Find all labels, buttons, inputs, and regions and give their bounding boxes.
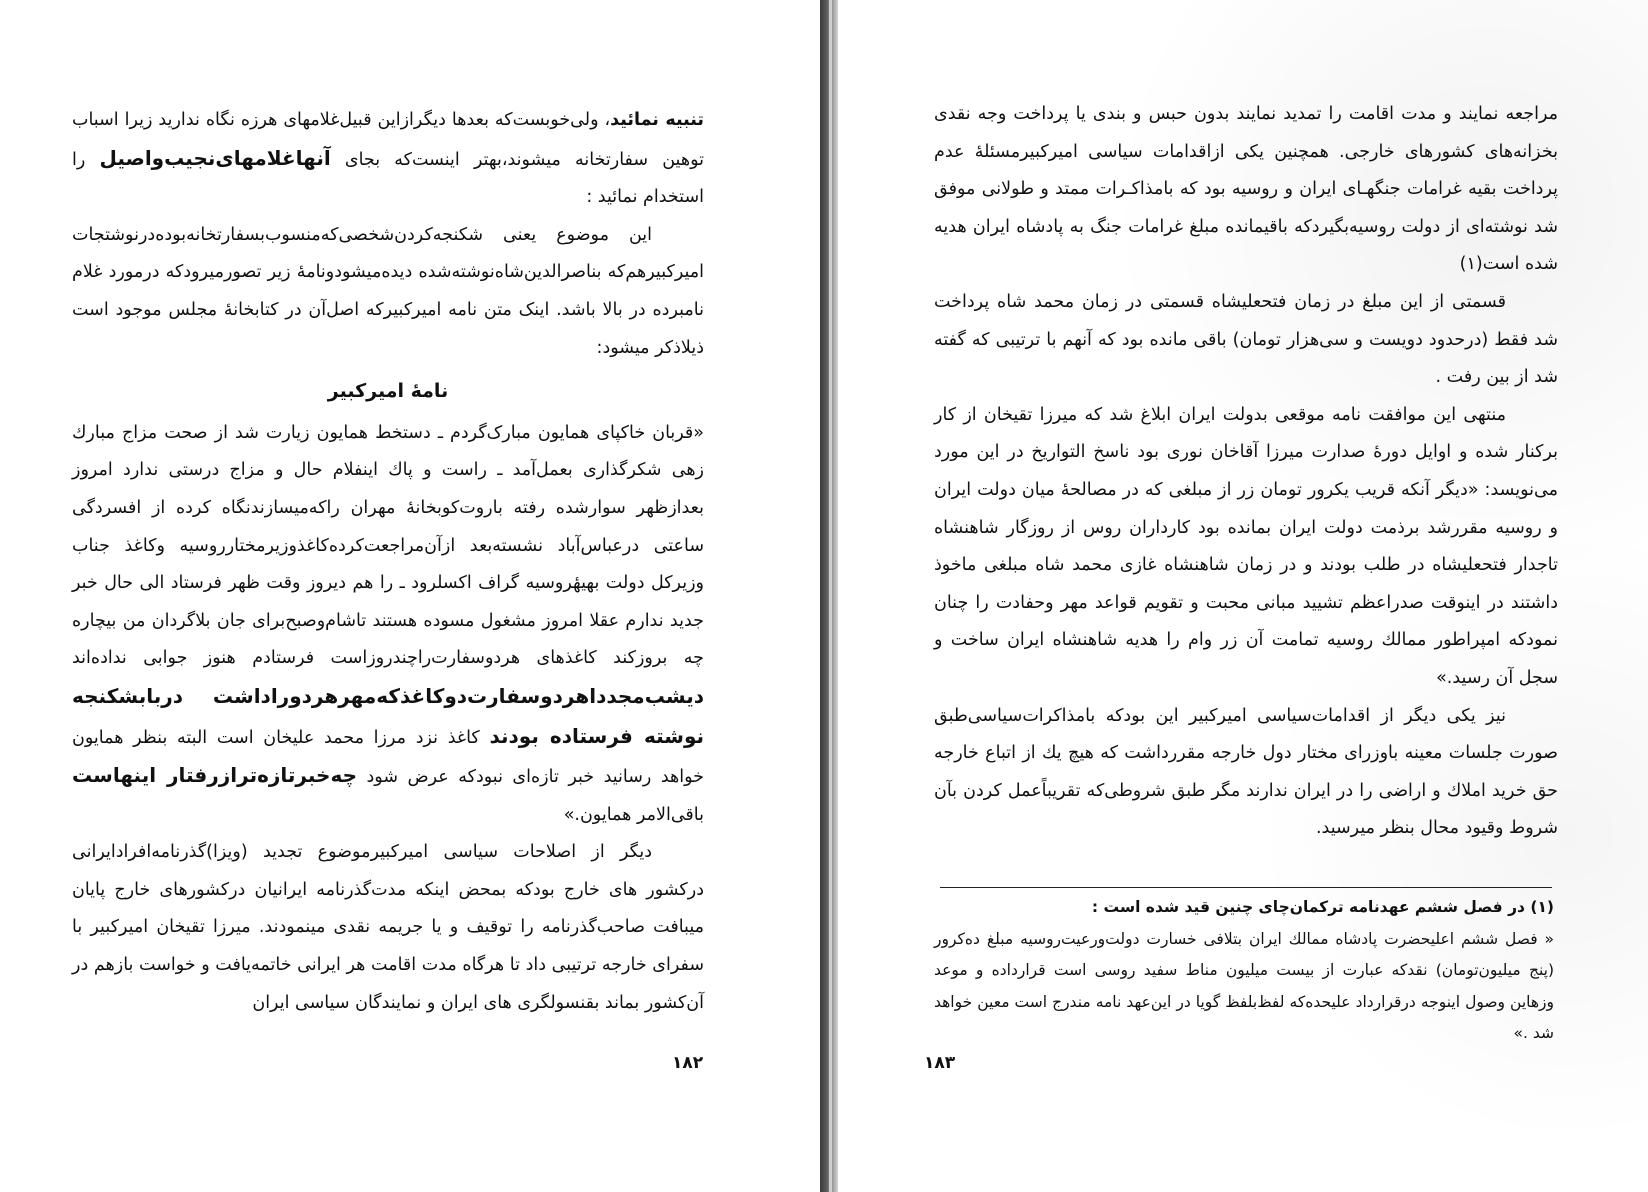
right-paragraph-4 <box>934 698 1558 848</box>
text-segment: منتهی این موافقت نامه موقعی بدولت ایران ابلاغ شد که میرزا تقیخان از کار برکنار شده و اوایل دورهٔ صدارت میرزا آقاخان نوری بود ناسخ التواریخ در این مورد می‌نویسد: «دیگر آنکه قریب یکرور تومان زر از مبلغی که در مصالحهٔ میان دولت ایران و روسیه مقررشد برذمت دولت ایران بمانده بود کارداران روس از روزگار شاهنشاه تاجدار فتحعلیشاه در طلب بودند و در زمان شاهنشاه غازی محمد شاه مبلغی ماخوذ داشتند در اینوقت صدراعظم تشیید مبانی محبت و تقویم قواعد مهر وحفادت را چنان نمودکه امپراطور ممالك روسیه تمامت آن زر وام را هدیه شاهنشاه ایران ساخت و سجل آن رسید.» <box>934 404 1558 688</box>
left-paragraph-4 <box>72 834 704 1022</box>
footnotes <box>934 892 1554 1050</box>
text-segment: باقی‌الامر همایون.» <box>563 804 704 825</box>
letter-heading: نامهٔ امیرکبیر <box>327 380 449 403</box>
left-page <box>0 0 820 1192</box>
text-segment: دیشب‌مجدداهردوسفارت‌دوکاغذکه‌مهرهردوراداشت دربابشکنجه نوشته فرستاده بودند <box>72 683 704 748</box>
text-segment: کاغذ نزد مرزا محمد علیخان است البته بنظر همایون خواهد رسانید خبر تازه‌ای نبودکه عرض شود <box>72 727 704 788</box>
right-paragraph-3 <box>934 397 1558 698</box>
right-paragraph-1 <box>934 96 1558 284</box>
text-segment: ، ولی‌خوبست‌که بعدها دیگرازاین قبیل‌غلامهای هرزه نگاه ندارید زیرا اسباب توهین سفارتخانه میشوند،بهتر اینست‌که بجای <box>72 110 704 170</box>
left-page-number: ۱۸۲ <box>672 1053 704 1073</box>
text-segment: دیگر از اصلاحات سیاسی امیرکبیرموضوع تجدید (ویزا)گذرنامه‌افرادایرانی درکشور های خارج بودکه بمحض اینکه مدت‌گذرنامه ایرانیان درکشورهای خارج پایان میبافت صاحب‌گذرنامه را توقیف و یا جریمه نقدی مینمودند. میرزا تقیخان امیرکبیر با سفرای خارجه ترتیبی داد تا هرگاه مدت اقامت هر ایرانی خاتمه‌یافت و خواست بازهم در آن‌کشور بماند بقنسولگری های ایران و نمایندگان سیاسی ایران <box>72 842 704 1013</box>
text-segment: این موضوع یعنی شکنجه‌کردن‌شخصی‌که‌منسوب‌بسفارتخانه‌بوده‌درنوشتجات امیرکبیرهم‌که بناصرالدین‌شاه‌نوشته‌شده دیده‌میشودونامهٔ زیر تصورمیرودکه درمورد غلام نامبرده در بالا باشد. اینک متن نامه امیرکبیرکه اصل‌آن در کتابخانهٔ مجلس موجود است ذیلاذکر میشود: <box>72 224 704 358</box>
left-paragraph-2 <box>72 217 704 367</box>
text-segment: چه‌خبرتازه‌ترازرفتار اینهاست <box>72 763 357 788</box>
text-segment: «قربان خاکپای همایون مبارک‌گردم ـ دستخط همایون زیارت شد از صحت مزاج مبارك زهی شکرگذاری بعمل‌آمد ـ راست و پاك اینفلام حال و مزاج درستی ندارد امروز بعدازظهر سوارشده رفته باروت‌کوبخانهٔ مهران راکه‌میسازندنگاه کرده از افسردگی ساعتی درعباس‌آباد نشسته‌بعد ازآن‌مراجعت‌کرده‌کاغذوزیرمختارروسیه وکاغذ جناب وزیرکل دولت بهیهٔروسیه گراف اکسلرود ـ را هم دیروز وقت ظهر فرستاد الی حال خبر جدید ندارم عقلا امروز مشغول مسوده هستند تاشام‌وصبح‌برای جان بلاگردان من بیچاره چه بروزکند کاغذهای هردوسفارت‌راچندروزاست فرستادم هنوز جوابی نداده‌اند <box>72 422 704 669</box>
right-paragraph-2 <box>934 284 1558 397</box>
left-paragraph-1 <box>72 102 704 217</box>
right-page <box>838 0 1648 1192</box>
gutter-edge <box>829 0 832 1192</box>
footnote-line-2: « فصل ششم اعلیحضرت پادشاه ممالك ایران بتلافی خسارت دولت‌ورعیت‌روسیه مبلغ ده‌کرور (پنج میلیون‌تومان) نقدکه عبارت از بیست میلیون مناط سفید روسی است قرارداده و موعد وزهاین وصول اینوجه درقرارداد علیحده‌که لفظ‌بلفظ گویا در این‌عهد نامه مندرج است معین خواهد شد .» <box>934 929 1554 1042</box>
left-paragraph-3 <box>72 415 704 835</box>
right-page-number: ۱۸۳ <box>924 1053 956 1073</box>
text-segment: قسمتی از این مبلغ در زمان فتحعلیشاه قسمتی در زمان محمد شاه پرداخت شد فقط (درحدود دویست و سی‌هزار تومان) باقی مانده بود که آنهم با ترتیبی که گفته شد از بین رفت . <box>934 291 1558 388</box>
text-segment: نیز یکی دیگر از اقدامات‌سیاسی امیرکبیر این بودکه بامذاکرات‌سیاسی‌طبق صورت جلسات معینه باوزرای مختار دول خارجه مقررداشت که هیچ یك از اتباع خارجه حق خرید املاك و اراضی را در ایران ندارند مگر طبق شروطی‌که تقریباًعمل کردن بآن شروط وقیود محال بنظر میرسید. <box>934 705 1558 839</box>
right-page-text <box>934 96 1558 848</box>
text-segment: تنبیه نمائید <box>610 110 704 130</box>
text-segment: آنهاغلامهای‌نجیب‌واصیل <box>99 145 331 170</box>
text-segment: را استخدام نمائید : <box>72 149 704 208</box>
text-segment: مراجعه نمایند و مدت اقامت را تمدید نمایند بدون حبس و بندی یا پرداخت وجه نقدی بخزانه‌های کشورهای خارجی. همچنین یکی ازاقدامات سیاسی امیرکبیرمسئلهٔ عدم پرداخت بقیه غرامات جنگهـای ایران و روسیه بود که بامذاکـرات ممتد و طولانی موفق شد نوشته‌ای از دولت روسیه‌بگیردکه باقیمانده مبلغ غرامات جنگ به پادشاه ایران هدیه شده است(۱) <box>934 104 1558 275</box>
footnote-line-1: (۱) در فصل ششم عهدنامه ترکمان‌چای چنین قید شده است : <box>1091 898 1554 916</box>
left-page-text <box>72 102 704 1022</box>
footnote-rule <box>940 887 1552 888</box>
